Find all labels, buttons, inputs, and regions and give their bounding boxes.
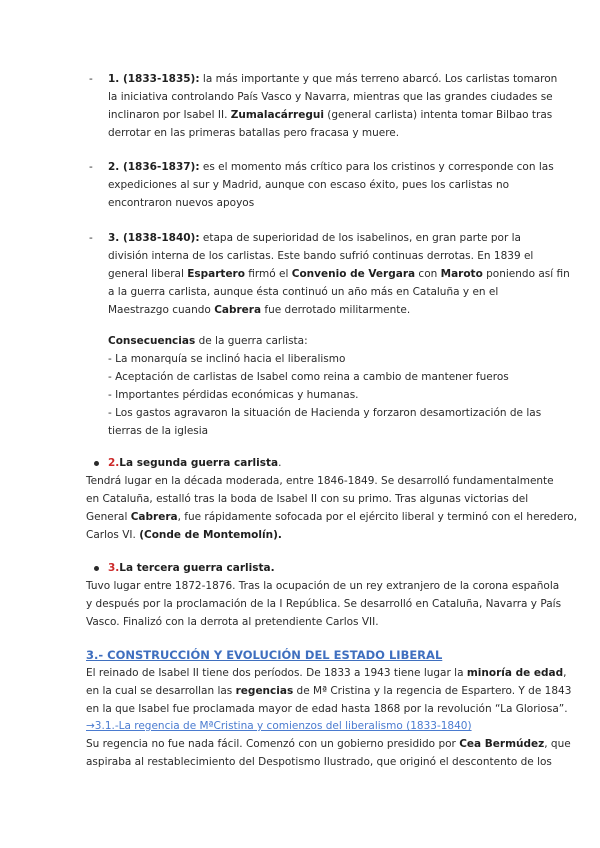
text-run: firmó el [244, 268, 292, 280]
regencia-line-1 [86, 737, 571, 751]
segunda-line-1 [86, 474, 554, 488]
bold-term: Cea Bermúdez [459, 738, 545, 750]
section3-intro-line-2 [86, 684, 571, 698]
bold-term: Espartero [187, 268, 245, 280]
bullet-icon [94, 566, 99, 571]
text-run: derrotar en las primeras batallas pero fracasa y muere. [108, 127, 400, 139]
consecuencia-item: - Los gastos agravaron la situación de Hacienda y forzaron desamortización de las [108, 407, 542, 419]
text-run: inclinaron por Isabel II. [108, 109, 231, 121]
consecuencias-title: Consecuencias de la guerra carlista: [108, 335, 308, 347]
text-run: General [86, 511, 131, 523]
segunda-line-2 [86, 492, 528, 506]
segunda-line-4 [86, 528, 282, 542]
etapa-3-line-3 [108, 267, 570, 281]
consecuencia-item: tierras de la iglesia [108, 425, 209, 437]
consecuencia-item: - Aceptación de carlistas de Isabel como reina a cambio de mantener fueros [108, 371, 509, 383]
text-run: Carlos VI. [86, 529, 140, 541]
text-run: Tendrá lugar en la década moderada, entre 1846-1849. Se desarrolló fundamentalmente [86, 475, 554, 487]
text-run: es el momento más crítico para los cristinos y corresponde con las [202, 161, 554, 173]
bold-term: minoría de edad [466, 667, 564, 679]
text-run: , [563, 667, 567, 679]
tercera-line-3 [86, 615, 379, 629]
bold-term: Maroto [440, 268, 483, 280]
text-run: en la cual se desarrollan las [86, 685, 236, 697]
etapa-2-line-2 [108, 178, 509, 192]
text-run: división interna de los carlistas. Este bando sufrió continuas derrotas. En 1839 el [108, 250, 534, 262]
text-run: Su regencia no fue nada fácil. Comenzó con un gobierno presidido por [86, 738, 460, 750]
text-run: , que [544, 738, 571, 750]
bold-term: regencias [235, 685, 294, 697]
etapa-2-line-3 [108, 196, 254, 210]
text-run: Vasco. Finalizó con la derrota al pretendiente Carlos VII. [86, 616, 379, 628]
tercera-line-2 [86, 597, 561, 611]
text-run: fue derrotado militarmente. [261, 304, 411, 316]
etapa-3-line-1 [108, 231, 521, 245]
consecuencia-item: - Importantes pérdidas económicas y humanas. [108, 389, 359, 401]
consecuencia-item: - La monarquía se inclinó hacia el liberalismo [108, 353, 346, 365]
section3-intro-line-1 [86, 666, 566, 680]
text-run: en la que Isabel fue proclamada mayor de edad hasta 1868 por la revolución “La Gloriosa”. [86, 703, 568, 715]
text-run: etapa de superioridad de los isabelinos, en gran parte por la [202, 232, 521, 244]
text-run: y después por la proclamación de la I República. Se desarrolló en Cataluña, Navarra y País [86, 598, 562, 610]
text-run: la más importante y que más terreno abarcó. Los carlistas tomaron [202, 73, 558, 85]
bold-term: Convenio de Vergara [291, 268, 416, 280]
tercera-line-1 [86, 579, 559, 593]
tercera-guerra-title: 3.La tercera guerra carlista. [108, 562, 275, 574]
section-heading: 3.- CONSTRUCCIÓN Y EVOLUCIÓN DEL ESTADO LIBERAL [86, 648, 443, 662]
text-run: Tuvo lugar entre 1872-1876. Tras la ocupación de un rey extranjero de la corona española [86, 580, 560, 592]
bullet-icon [94, 461, 99, 466]
text-run: la iniciativa controlando País Vasco y Navarra, mientras que las grandes ciudades se [108, 91, 553, 103]
bold-term: Zumalacárregui [230, 109, 324, 121]
list-dash: - [89, 161, 93, 173]
regencia-subheading-link[interactable]: →3.1.-La regencia de MªCristina y comienzos del liberalismo (1833-1840) [86, 720, 472, 732]
regencia-line-2 [86, 755, 552, 769]
segunda-guerra-title: 2.La segunda guerra carlista. [108, 457, 282, 469]
text-run: aspiraba al restablecimiento del Despotismo Ilustrado, que originó el descontento de los [86, 756, 552, 768]
list-dash: - [89, 73, 93, 85]
text-run: en Cataluña, estalló tras la boda de Isabel II con su primo. Tras algunas victorias del [86, 493, 529, 505]
text-run: a la guerra carlista, aunque ésta continuó un año más en Cataluña y en el [108, 286, 499, 298]
etapa-2-line-1 [108, 160, 554, 174]
etapa-1-line-3 [108, 108, 552, 122]
etapa-1-line-4 [108, 126, 399, 140]
text-run: poniendo así fin [482, 268, 570, 280]
text-run: El reinado de Isabel II tiene dos períodos. De 1833 a 1943 tiene lugar la [86, 667, 467, 679]
segunda-line-3 [86, 510, 577, 524]
etapa-1-label: 1. (1833-1835): [108, 73, 200, 85]
etapa-3-line-2 [108, 249, 533, 263]
etapa-1-line-1 [108, 72, 557, 86]
etapa-3-label: 3. (1838-1840): [108, 232, 200, 244]
text-run: de Mª Cristina y la regencia de Espartero. Y de 1843 [293, 685, 572, 697]
bold-term: Cabrera [214, 304, 262, 316]
text-run: general liberal [108, 268, 188, 280]
etapa-3-line-5 [108, 303, 410, 317]
etapa-2-label: 2. (1836-1837): [108, 161, 200, 173]
etapa-3-line-4 [108, 285, 498, 299]
text-run: , fue rápidamente sofocada por el ejército liberal y terminó con el heredero, [177, 511, 578, 523]
list-dash: - [89, 232, 93, 244]
bold-term: Cabrera [130, 511, 178, 523]
text-run: Maestrazgo cuando [108, 304, 215, 316]
bold-term: (Conde de Montemolín). [139, 529, 282, 541]
text-run: con [415, 268, 441, 280]
etapa-1-line-2 [108, 90, 553, 104]
text-run: (general carlista) intenta tomar Bilbao tras [323, 109, 553, 121]
text-run: encontraron nuevos apoyos [108, 197, 255, 209]
section3-intro-line-3 [86, 702, 568, 716]
text-run: expediciones al sur y Madrid, aunque con escaso éxito, pues los carlistas no [108, 179, 510, 191]
